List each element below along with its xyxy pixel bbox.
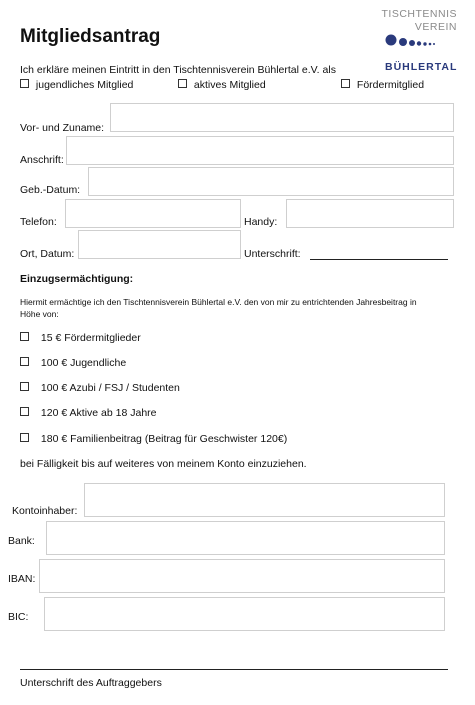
- logo-line-3: BÜHLERTAL: [385, 61, 458, 73]
- membership-option-supporting[interactable]: [341, 79, 424, 91]
- address-field[interactable]: [66, 136, 454, 165]
- intro-text: Ich erkläre meinen Eintritt in den Tischtennisverein Bühlertal e.V. als: [20, 64, 336, 76]
- fee-option[interactable]: [20, 407, 157, 419]
- client-signature-line[interactable]: [20, 669, 448, 670]
- signature-line[interactable]: [310, 259, 448, 260]
- checkbox[interactable]: [341, 79, 350, 88]
- address-label: Anschrift:: [20, 154, 64, 166]
- membership-option-youth[interactable]: [20, 79, 133, 91]
- checkbox[interactable]: [20, 332, 29, 341]
- fee-label: 120 € Aktive ab 18 Jahre: [40, 407, 157, 419]
- checkbox[interactable]: [178, 79, 187, 88]
- mandate-heading: Einzugsermächtigung:: [20, 273, 134, 285]
- iban-label: IBAN:: [8, 573, 36, 585]
- option-label: jugendliches Mitglied: [35, 79, 134, 91]
- option-label: Fördermitglied: [356, 79, 425, 91]
- client-signature-caption: Unterschrift des Auftraggebers: [20, 677, 162, 689]
- mobile-field[interactable]: [286, 199, 454, 228]
- option-label: aktives Mitglied: [193, 79, 266, 91]
- birthdate-field[interactable]: [88, 167, 454, 196]
- phone-label: Telefon:: [20, 216, 57, 228]
- checkbox[interactable]: [20, 433, 29, 442]
- fee-label: 15 € Fördermitglieder: [40, 332, 141, 344]
- place-date-field[interactable]: [78, 230, 241, 259]
- account-holder-field[interactable]: [84, 483, 445, 517]
- bic-label: BIC:: [8, 611, 29, 623]
- logo-dots-icon: [383, 32, 443, 56]
- checkbox[interactable]: [20, 79, 29, 88]
- phone-field[interactable]: [65, 199, 241, 228]
- page-title: Mitgliedsantrag: [20, 26, 161, 47]
- name-label: Vor- und Zuname:: [20, 122, 105, 134]
- checkbox[interactable]: [20, 357, 29, 366]
- mobile-label: Handy:: [244, 216, 278, 228]
- fee-option[interactable]: [20, 382, 180, 394]
- logo-line-2: VEREIN: [414, 21, 457, 33]
- club-logo: [383, 8, 463, 78]
- place-date-label: Ort, Datum:: [20, 248, 75, 260]
- mandate-footer: bei Fälligkeit bis auf weiteres von meinem Konto einzuziehen.: [20, 458, 307, 470]
- bank-field[interactable]: [46, 521, 445, 555]
- logo-line-1: TISCHTENNIS: [381, 8, 457, 20]
- fee-label: 180 € Familienbeitrag (Beitrag für Geschwister 120€): [40, 433, 288, 445]
- bic-field[interactable]: [44, 597, 445, 631]
- signature-label: Unterschrift:: [244, 248, 301, 260]
- mandate-text-line-1: Hiermit ermächtige ich den Tischtennisverein Bühlertal e.V. den von mir zu entrichtenden Jahresbeitrag in: [20, 297, 417, 307]
- mandate-text-line-2: Höhe von:: [20, 309, 59, 319]
- fee-option[interactable]: [20, 433, 287, 445]
- name-field[interactable]: [110, 103, 454, 132]
- bank-label: Bank:: [8, 535, 35, 547]
- iban-field[interactable]: [39, 559, 445, 593]
- checkbox[interactable]: [20, 407, 29, 416]
- birthdate-label: Geb.-Datum:: [20, 184, 81, 196]
- fee-label: 100 € Jugendliche: [40, 357, 127, 369]
- membership-option-active[interactable]: [178, 79, 266, 91]
- account-holder-label: Kontoinhaber:: [12, 505, 78, 517]
- fee-option[interactable]: [20, 332, 141, 344]
- checkbox[interactable]: [20, 382, 29, 391]
- fee-option[interactable]: [20, 357, 126, 369]
- fee-label: 100 € Azubi / FSJ / Studenten: [40, 382, 180, 394]
